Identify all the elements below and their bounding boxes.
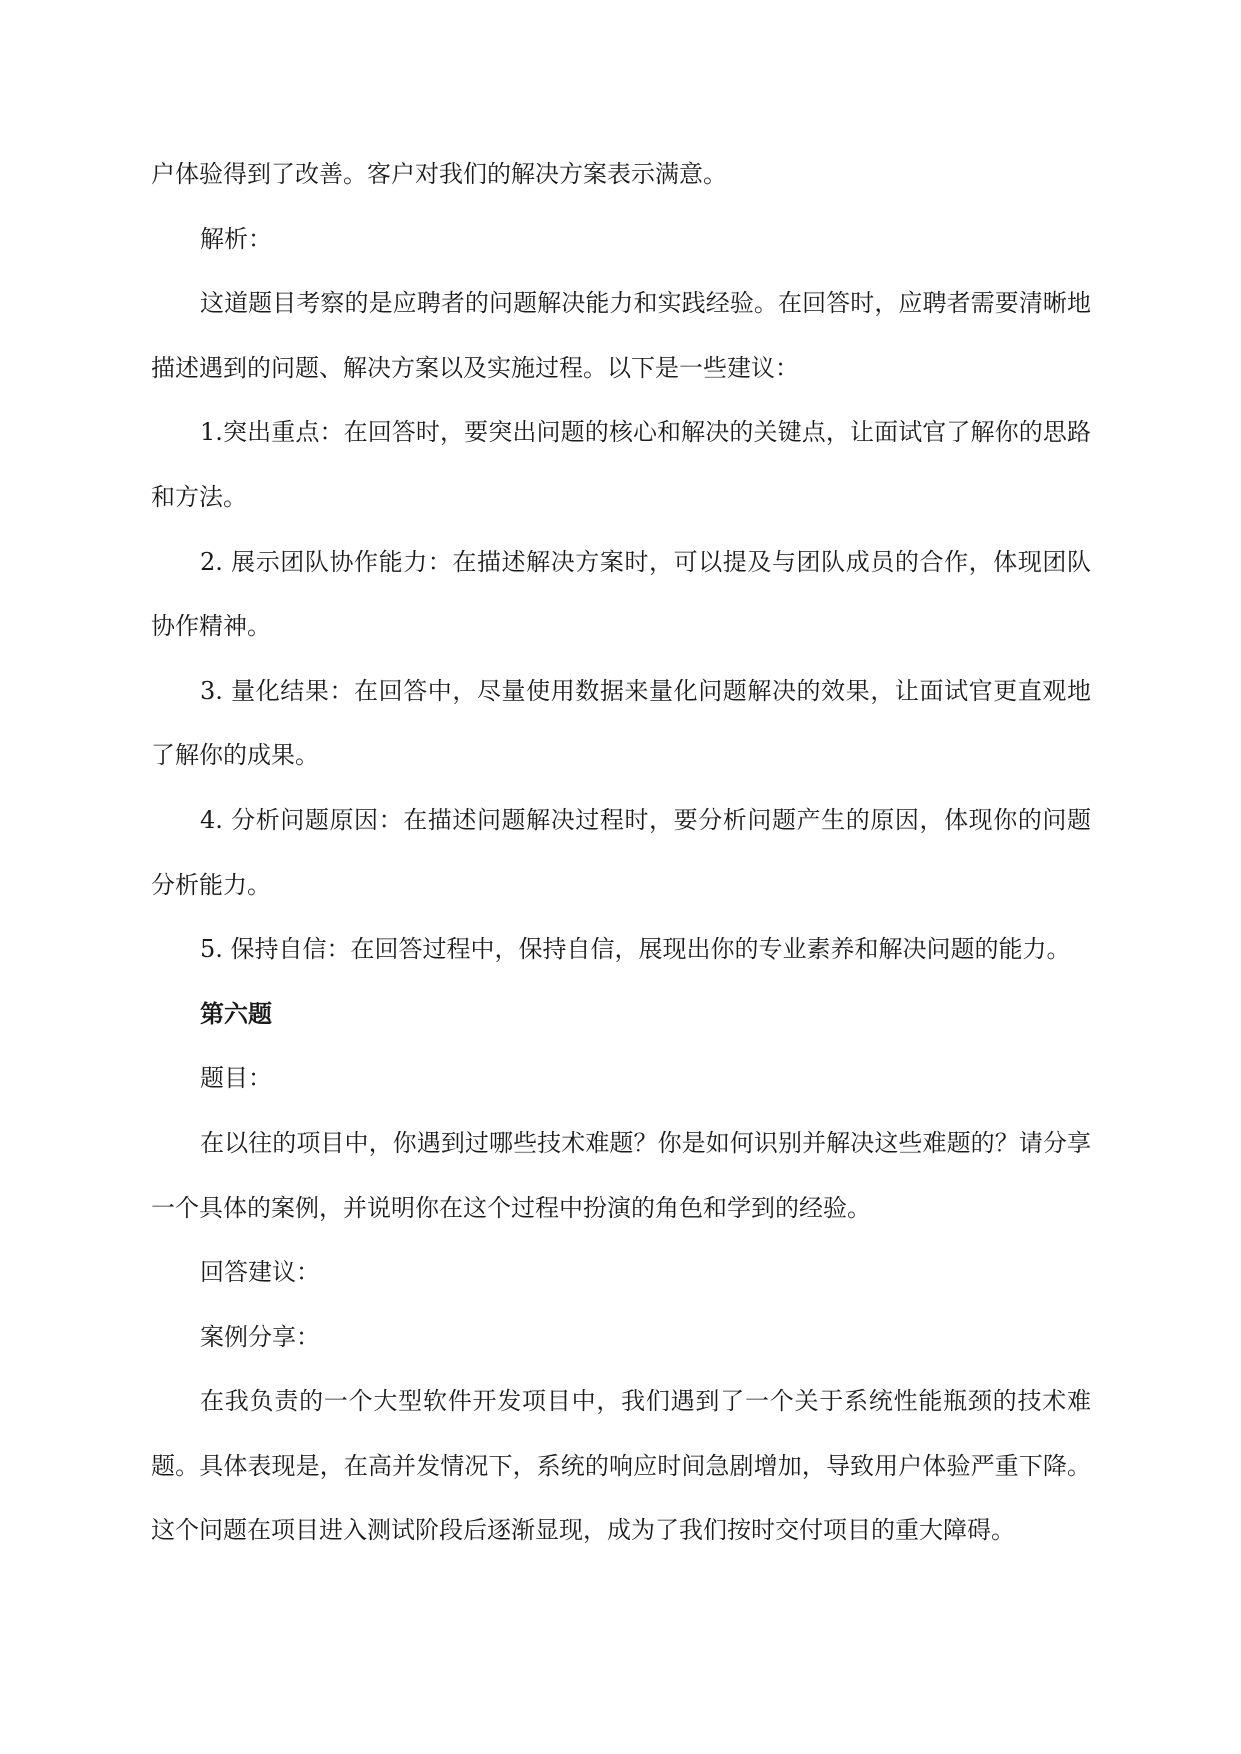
answer-suggestion-label: 回答建议： (200, 1258, 320, 1287)
suggestion-item-5: 5. 保持自信：在回答过程中，保持自信，展现出你的专业素养和解决问题的能力。 (200, 935, 1071, 964)
paragraph-analysis: 这道题目考察的是应聘者的问题解决能力和实践经验。在回答时，应聘者需要清晰地描述遇到的问题、解决方案以及实施过程。以下是一些建议： (151, 289, 1091, 382)
paragraph-continuation: 户体验得到了改善。客户对我们的解决方案表示满意。 (151, 160, 727, 188)
suggestion-item-3: 3. 量化结果：在回答中，尽量使用数据来量化问题解决的效果，让面试官更直观地了解你的成果。 (151, 676, 1091, 770)
section-heading: 第六题 (200, 998, 272, 1028)
suggestion-item-1: 1.突出重点：在回答时，要突出问题的核心和解决的关键点，让面试官了解你的思路和方法。 (151, 418, 1091, 511)
suggestion-item-2: 2. 展示团队协作能力：在描述解决方案时，可以提及与团队成员的合作，体现团队协作精神。 (151, 547, 1091, 641)
question-label: 题目： (200, 1064, 272, 1093)
question-text: 在以往的项目中，你遇到过哪些技术难题？你是如何识别并解决这些难题的？请分享一个具体的案例，并说明你在这个过程中扮演的角色和学到的经验。 (151, 1128, 1091, 1222)
case-share-text: 在我负责的一个大型软件开发项目中，我们遇到了一个关于系统性能瓶颈的技术难题。具体表现是，在高并发情况下，系统的响应时间急剧增加，导致用户体验严重下降。这个问题在项目进入测试阶段后逐渐显现，成为了我们按时交付项目的重大障碍。 (151, 1387, 1091, 1545)
paragraph-analysis-label: 解析： (200, 224, 272, 253)
case-share-label: 案例分享： (200, 1322, 320, 1351)
suggestion-item-4: 4. 分析问题原因：在描述问题解决过程时，要分析问题产生的原因，体现你的问题分析能力。 (151, 805, 1091, 899)
document-body (151, 142, 1091, 1563)
